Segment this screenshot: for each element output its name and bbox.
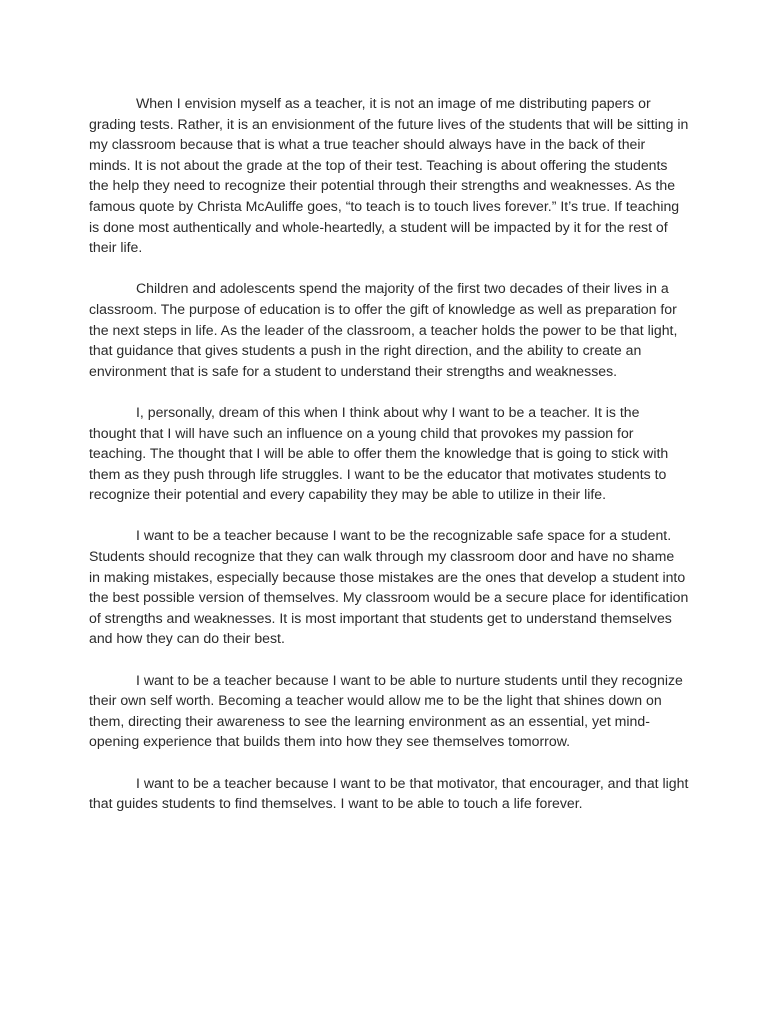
paragraph-2: Children and adolescents spend the majority of the first two decades of their lives in a classroom. The purpose of education is to offer the gift of knowledge as well as preparation for the next steps in life. As the leader of the classroom, a teacher holds the power to be that light, that guidance that gives students a push in the right direction, and the ability to create an environment that is safe for a student to understand their strengths and weaknesses. <box>89 280 678 379</box>
paragraph-5: I want to be a teacher because I want to be able to nurture students until they recognize their own self worth. Becoming a teacher would allow me to be the light that shines down on them, directing their awareness to see the learning environment as an essential, yet mind-opening experience that builds them into how they see themselves tomorrow. <box>89 671 683 750</box>
paragraph-1: When I envision myself as a teacher, it is not an image of me distributing papers or grading tests. Rather, it is an envisionment of the future lives of the students that will be sitting in my classroom because that is what a true teacher should always have in the back of their minds. It is not about the grade at the top of their test. Teaching is about offering the students the help they need to recognize their potential through their strengths and weaknesses. As the famous quote by Christa McAuliffe goes, “to teach is to touch lives forever.” It’s true. If teaching is done most authentically and whole-heartedly, a student will be impacted by it for the rest of their life. <box>89 95 689 256</box>
paragraph-4: I want to be a teacher because I want to be the recognizable safe space for a student. Students should recognize that they can walk through my classroom door and have no shame in making mistakes, especially because those mistakes are the ones that develop a student into the best possible version of themselves. My classroom would be a secure place for identification of strengths and weaknesses. It is most important that students get to understand themselves and how they can do their best. <box>89 527 689 647</box>
paragraph-6: I want to be a teacher because I want to be that motivator, that encourager, and that light that guides students to find themselves. I want to be able to touch a life forever. <box>89 774 689 812</box>
paragraph-3: I, personally, dream of this when I think about why I want to be a teacher. It is the thought that I will have such an influence on a young child that provokes my passion for teaching. The thought that I will be able to offer them the knowledge that is going to stick with them as they push through life struggles. I want to be the educator that motivates students to recognize their potential and every capability they may be able to utilize in their life. <box>89 403 669 503</box>
essay-body <box>89 93 689 814</box>
